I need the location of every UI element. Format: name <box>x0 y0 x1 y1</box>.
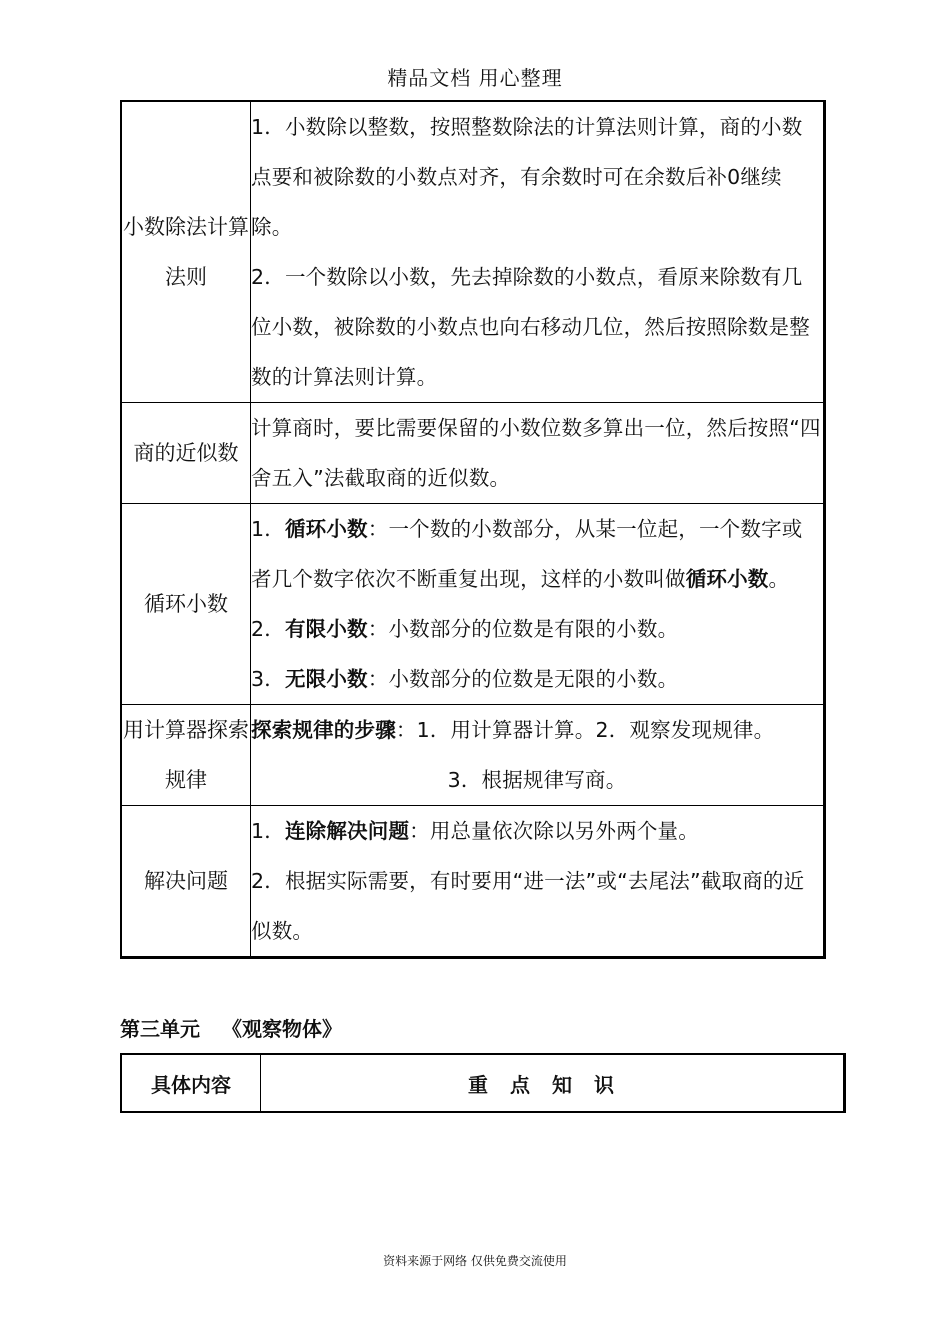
table-row <box>121 403 825 504</box>
page-footer: 资料来源于网络 仅供免费交流使用 <box>383 1254 567 1268</box>
header-cell-key-points: 重点知识 <box>261 1054 845 1112</box>
bold-term: 无限小数 <box>284 667 368 691</box>
row-content <box>251 504 825 705</box>
knowledge-table <box>120 100 826 959</box>
text-run: ：1．用计算器计算。2．观察发现规律。 <box>395 718 775 742</box>
content-paragraph <box>251 654 823 704</box>
row-content <box>251 101 825 403</box>
page-header: 精品文档 用心整理 <box>387 66 563 90</box>
text-run: 。 <box>768 567 790 591</box>
content-paragraph <box>251 604 823 654</box>
content-paragraph <box>251 403 823 503</box>
text-run: 计算商时，要比需要保留的小数位数多算出一位，然后按照“四舍五入”法截取商的近似数。 <box>251 416 821 490</box>
section-title <box>120 1013 342 1042</box>
text-run: ：一个数的小数部分，从某一位起，一个数字或者几个数字依次不断重复出现，这样的小数叫做 <box>251 517 803 591</box>
bold-term: 连除解决问题 <box>284 819 410 843</box>
row-label: 商的近似数 <box>121 403 251 504</box>
content-paragraph <box>251 705 823 755</box>
bold-term: 探索规律的步骤 <box>251 718 396 742</box>
bold-term: 循环小数 <box>284 517 368 541</box>
row-content <box>251 403 825 504</box>
unit-three-table <box>120 1053 846 1113</box>
text-run: 3．根据规律写商。 <box>447 768 627 792</box>
table-row <box>121 101 825 403</box>
content-paragraph <box>251 806 823 856</box>
text-run: 2．一个数除以小数，先去掉除数的小数点，看原来除数有几位小数，被除数的小数点也向右移动几位，然后按照除数是整数的计算法则计算。 <box>251 265 810 389</box>
section-unit: 第三单元 <box>120 1017 200 1041</box>
row-label: 小数除法计算法则 <box>121 101 251 403</box>
row-content <box>251 705 825 806</box>
text-run: 1．小数除以整数，按照整数除法的计算法则计算，商的小数点要和被除数的小数点对齐，有余数时可在余数后补0继续除。 <box>251 115 803 239</box>
row-label: 循环小数 <box>121 504 251 705</box>
section-book: 《观察物体》 <box>222 1017 342 1041</box>
row-label: 用计算器探索规律 <box>121 705 251 806</box>
content-paragraph <box>251 252 823 402</box>
content-paragraph <box>251 856 823 956</box>
text-run: ：小数部分的位数是无限的小数。 <box>367 667 679 691</box>
text-run: ：用总量依次除以另外两个量。 <box>409 819 699 843</box>
row-label: 解决问题 <box>121 806 251 958</box>
table-header-row <box>121 1054 845 1112</box>
header-cell-content: 具体内容 <box>121 1054 261 1112</box>
knowledge-table-body <box>121 101 825 958</box>
text-run: 2．根据实际需要，有时要用“进一法”或“去尾法”截取商的近似数。 <box>251 869 805 943</box>
content-paragraph <box>251 755 823 805</box>
table-row <box>121 705 825 806</box>
bold-term: 循环小数 <box>685 567 769 591</box>
text-run: 1． <box>251 819 285 843</box>
text-run: 2． <box>251 617 285 641</box>
text-run: ：小数部分的位数是有限的小数。 <box>367 617 679 641</box>
content-paragraph <box>251 102 823 252</box>
text-run: 3． <box>251 667 285 691</box>
bold-term: 有限小数 <box>284 617 368 641</box>
row-content <box>251 806 825 958</box>
table-row <box>121 504 825 705</box>
text-run: 1． <box>251 517 285 541</box>
table-row <box>121 806 825 958</box>
content-paragraph <box>251 504 823 604</box>
